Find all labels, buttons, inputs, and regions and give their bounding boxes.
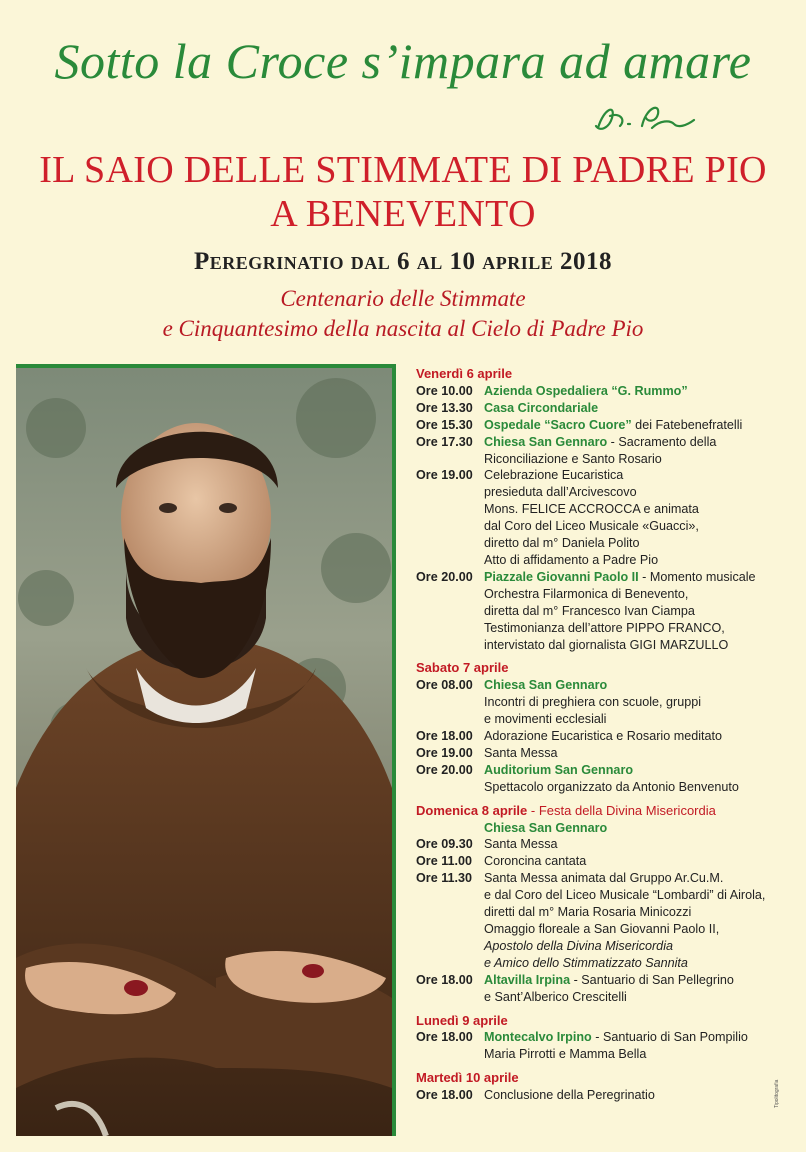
day-heading: Martedì 10 aprile bbox=[416, 1070, 519, 1086]
day-heading: Sabato 7 aprile bbox=[416, 660, 509, 676]
schedule-row bbox=[416, 383, 796, 400]
schedule bbox=[416, 366, 796, 1104]
schedule-row bbox=[416, 853, 796, 870]
description: Maria Pirrotti e Mamma Bella bbox=[484, 1047, 647, 1062]
description: presieduta dall’Arcivescovo bbox=[484, 485, 637, 500]
schedule-row bbox=[416, 1087, 796, 1104]
title-line-2: A BENEVENTO bbox=[270, 193, 536, 235]
schedule-row bbox=[416, 1029, 796, 1063]
venue: Azienda Ospedaliera “G. Rummo” bbox=[484, 383, 688, 398]
time: Ore 18.00 bbox=[416, 729, 473, 744]
schedule-row bbox=[416, 762, 796, 796]
time: Ore 18.00 bbox=[416, 972, 473, 987]
schedule-row bbox=[416, 870, 796, 971]
venue: Casa Circondariale bbox=[484, 400, 599, 415]
description: dei Fatebenefratelli bbox=[631, 417, 743, 432]
centenary-line-1: Centenario delle Stimmate bbox=[280, 286, 526, 311]
description: Coroncina cantata bbox=[484, 854, 587, 869]
time: Ore 09.30 bbox=[416, 837, 473, 852]
schedule-row bbox=[416, 467, 796, 568]
description: Orchestra Filarmonica di Benevento, bbox=[484, 586, 689, 601]
day-label: Domenica 8 aprile bbox=[416, 802, 528, 818]
time: Ore 11.00 bbox=[416, 854, 473, 869]
printer-credit: Tipolitografia bbox=[774, 1079, 780, 1108]
time: Ore 19.00 bbox=[416, 745, 473, 760]
description: Spettacolo organizzato da Antonio Benvenuto bbox=[484, 779, 739, 794]
schedule-row bbox=[416, 728, 796, 745]
description: Omaggio floreale a San Giovanni Paolo II, bbox=[484, 922, 720, 936]
description: Atto di affidamento a Padre Pio bbox=[484, 552, 659, 567]
portrait-illustration bbox=[16, 368, 392, 1136]
description: Testimonianza dell’attore PIPPO FRANCO, bbox=[484, 620, 725, 635]
time: Ore 13.30 bbox=[416, 400, 473, 415]
description: Santa Messa bbox=[484, 837, 558, 852]
description: Apostolo della Divina Misericordia bbox=[484, 938, 673, 953]
schedule-row bbox=[416, 434, 796, 468]
description: e dal Coro del Liceo Musicale “Lombardi” di Airola, bbox=[484, 888, 766, 903]
description: Santa Messa bbox=[484, 745, 558, 760]
description: dal Coro del Liceo Musicale «Guacci», bbox=[484, 519, 699, 534]
description: diretto dal m° Daniela Polito bbox=[484, 536, 640, 551]
venue: Piazzale Giovanni Paolo II bbox=[484, 569, 639, 584]
description: intervistato dal giornalista GIGI MARZULLO bbox=[484, 637, 729, 652]
time: Ore 19.00 bbox=[416, 468, 473, 483]
venue: Chiesa San Gennaro bbox=[484, 434, 608, 449]
time: Ore 11.30 bbox=[416, 871, 473, 886]
description: diretti dal m° Maria Rosaria Minicozzi bbox=[484, 905, 692, 920]
time: Ore 08.00 bbox=[416, 678, 473, 693]
time: Ore 20.00 bbox=[416, 762, 473, 777]
schedule-row bbox=[416, 820, 796, 837]
schedule-row bbox=[416, 836, 796, 853]
description: - Santuario di San Pellegrino bbox=[570, 972, 734, 987]
day-heading bbox=[416, 803, 796, 820]
day-heading: Lunedì 9 aprile bbox=[416, 1012, 508, 1028]
centenary-line-2: e Cinquantesimo della nascita al Cielo di Padre Pio bbox=[162, 316, 644, 341]
description: e Sant’Alberico Crescitelli bbox=[484, 989, 627, 1004]
description: e movimenti ecclesiali bbox=[484, 712, 607, 727]
schedule-row bbox=[416, 677, 796, 728]
schedule-row bbox=[416, 745, 796, 762]
time: Ore 15.30 bbox=[416, 417, 473, 432]
title-line-1: IL SAIO DELLE STIMMATE DI PADRE PIO bbox=[39, 149, 767, 191]
description: Santa Messa animata dal Gruppo Ar.Cu.M. bbox=[484, 871, 724, 886]
description: Riconciliazione e Santo Rosario bbox=[484, 451, 662, 466]
venue: Montecalvo Irpino bbox=[484, 1030, 592, 1045]
description: - Momento musicale bbox=[638, 569, 756, 584]
schedule-row bbox=[416, 400, 796, 417]
signature-image bbox=[590, 98, 700, 136]
time: Ore 18.00 bbox=[416, 1088, 473, 1103]
description: diretta dal m° Francesco Ivan Ciampa bbox=[484, 603, 695, 618]
subtitle: Peregrinatio dal 6 al 10 aprile 2018 bbox=[194, 248, 612, 275]
portrait-photo bbox=[16, 364, 396, 1136]
schedule-row bbox=[416, 569, 796, 654]
venue: Auditorium San Gennaro bbox=[484, 762, 634, 777]
day-heading: Venerdì 6 aprile bbox=[416, 366, 513, 381]
venue: Chiesa San Gennaro bbox=[484, 820, 608, 835]
description: - Santuario di San Pompilio bbox=[591, 1030, 748, 1045]
description: Mons. FELICE ACCROCCA e animata bbox=[484, 502, 699, 517]
motto: Sotto la Croce s’impara ad amare bbox=[54, 33, 752, 89]
description: Adorazione Eucaristica e Rosario meditato bbox=[484, 729, 723, 744]
day-feast: - Festa della Divina Misericordia bbox=[527, 802, 716, 818]
description: Conclusione della Peregrinatio bbox=[484, 1088, 655, 1103]
time: Ore 18.00 bbox=[416, 1030, 473, 1045]
time: Ore 20.00 bbox=[416, 569, 473, 584]
venue: Altavilla Irpina bbox=[484, 972, 571, 987]
description: - Sacramento della bbox=[607, 434, 717, 449]
description: Incontri di preghiera con scuole, gruppi bbox=[484, 695, 702, 710]
schedule-row bbox=[416, 417, 796, 434]
venue: Chiesa San Gennaro bbox=[484, 678, 608, 693]
description: Celebrazione Eucaristica bbox=[484, 468, 624, 483]
time: Ore 17.30 bbox=[416, 434, 473, 449]
schedule-row bbox=[416, 972, 796, 1006]
time: Ore 10.00 bbox=[416, 383, 473, 398]
venue: Ospedale “Sacro Cuore” bbox=[484, 417, 632, 432]
description: e Amico dello Stimmatizzato Sannita bbox=[484, 955, 688, 970]
